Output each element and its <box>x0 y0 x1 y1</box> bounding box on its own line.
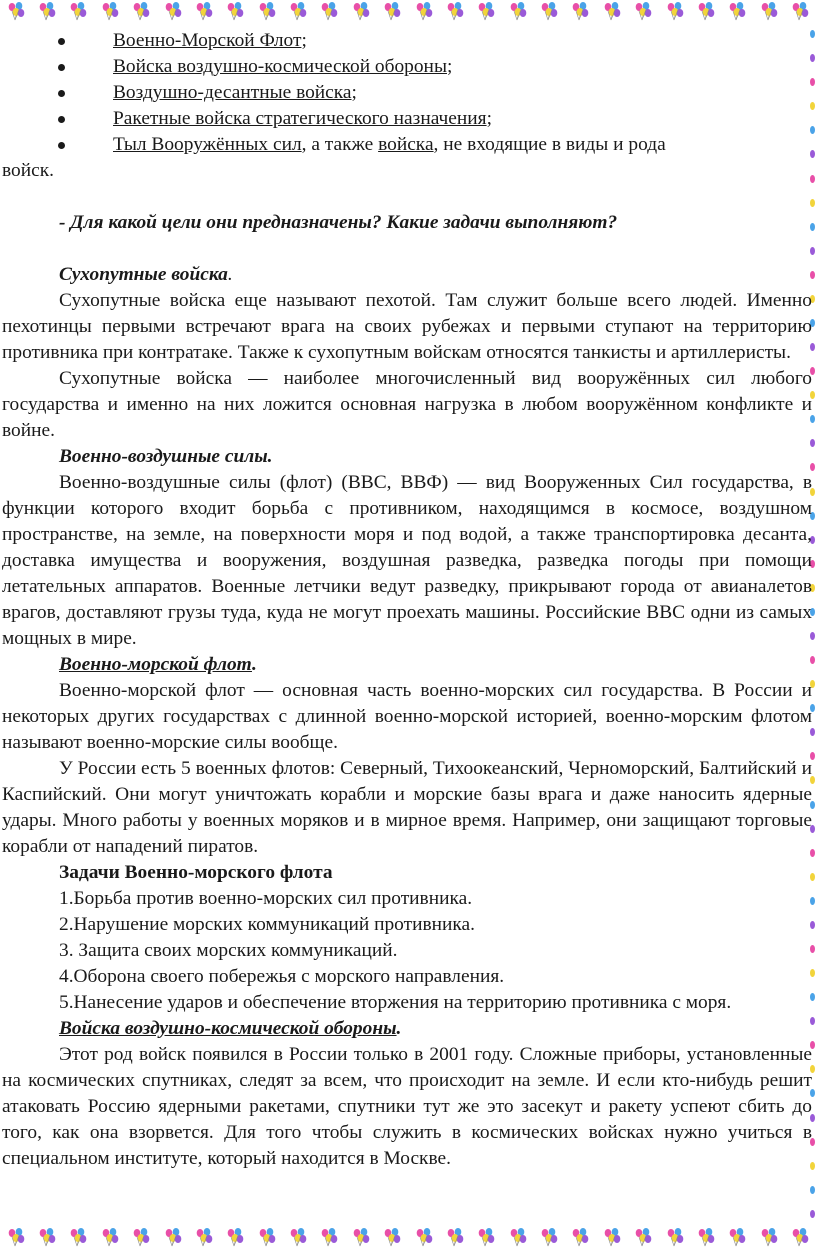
balloon-icon <box>225 1 245 21</box>
bullet-item: Войска воздушно-космической обороны; <box>2 54 812 80</box>
bullet-dot-icon <box>58 142 65 149</box>
bullet-item: Военно-Морской Флот; <box>2 28 812 54</box>
document-body <box>2 28 812 1226</box>
balloon-icon <box>257 1 277 21</box>
balloon-icon <box>351 1227 371 1247</box>
navy-heading: Военно-морской флот. <box>59 654 257 675</box>
balloon-icon <box>163 1 183 21</box>
balloon-icon <box>602 1 622 21</box>
balloon-icon <box>508 1227 528 1247</box>
navy-paragraph-1: Военно-морской флот — основная часть военно-морских сил государства. В России и некоторых других государствах с длинной военно-морской историей, военно-морским флотом называют военно-морские силы вообще. <box>2 680 812 753</box>
balloon-icon <box>351 1 371 21</box>
balloon-icon <box>257 1227 277 1247</box>
bullet-item: Воздушно-десантные войска; <box>2 80 812 106</box>
bullet-link[interactable]: Военно-Морской Флот <box>113 30 302 51</box>
balloon-icon <box>131 1227 151 1247</box>
navy-task: 5.Нанесение ударов и обеспечение вторжения на территорию противника с моря. <box>59 992 732 1013</box>
balloon-icon <box>131 1 151 21</box>
balloon-icon <box>445 1 465 21</box>
navy-task: 1.Борьба против военно-морских сил противника. <box>59 888 473 909</box>
balloon-icon <box>319 1 339 21</box>
balloon-icon <box>727 1 747 21</box>
bullet-wrap-text: войск. <box>2 160 54 181</box>
balloon-icon <box>288 1227 308 1247</box>
bullet-item: Тыл Вооружённых сил, а также войска, не входящие в виды и рода <box>2 132 812 158</box>
balloon-icon <box>100 1 120 21</box>
navy-paragraph-2: У России есть 5 военных флотов: Северный, Тихоокеанский, Черноморский, Балтийский и Каспийский. Они могут уничтожать корабли и морские базы врага и даже наносить ядерные удары. Много работы у военных моряков и в мирное время. Например, они защищают торговые корабли от нападений пиратов. <box>2 758 812 857</box>
balloon-icon <box>100 1227 120 1247</box>
navy-task: 4.Оборона своего побережья с морского направления. <box>59 966 505 987</box>
bullet-item: Ракетные войска стратегического назначения; <box>2 106 812 132</box>
balloon-icon <box>696 1 716 21</box>
navy-tasks-heading: Задачи Военно-морского флота <box>59 862 333 883</box>
balloon-icon <box>194 1 214 21</box>
balloon-border-top <box>0 0 816 22</box>
bullet-dot-icon <box>58 64 65 71</box>
balloon-icon <box>445 1227 465 1247</box>
balloon-icon <box>696 1227 716 1247</box>
bullet-dot-icon <box>58 90 65 97</box>
balloon-icon <box>633 1227 653 1247</box>
balloon-icon <box>539 1 559 21</box>
balloon-icon <box>539 1227 559 1247</box>
balloon-icon <box>288 1 308 21</box>
balloon-border-bottom <box>0 1226 816 1248</box>
ground-heading: Сухопутные войска. <box>59 264 233 285</box>
balloon-icon <box>194 1227 214 1247</box>
balloon-icon <box>570 1 590 21</box>
balloon-icon <box>68 1227 88 1247</box>
ground-paragraph-1: Сухопутные войска еще называют пехотой. Там служит больше всего людей. Именно пехотинцы первыми встречают врага на своих рубежах и первыми ступают на территорию противника при контратаке. Также к сухопутным войскам относятся танкисты и артиллеристы. <box>2 290 812 363</box>
bullet-dot-icon <box>58 116 65 123</box>
balloon-icon <box>665 1 685 21</box>
balloon-icon <box>508 1 528 21</box>
bullet-link[interactable]: Войска воздушно-космической обороны <box>113 56 447 77</box>
balloon-icon <box>602 1227 622 1247</box>
balloon-icon <box>570 1227 590 1247</box>
balloon-icon <box>790 1227 810 1247</box>
balloon-icon <box>476 1227 496 1247</box>
balloon-icon <box>633 1 653 21</box>
balloon-icon <box>414 1227 434 1247</box>
bullet-link[interactable]: войска <box>378 134 434 155</box>
balloon-icon <box>759 1 779 21</box>
balloon-icon <box>759 1227 779 1247</box>
question-heading: - Для какой цели они предназначены? Какие задачи выполняют? <box>59 212 618 233</box>
aerospace-paragraph-1: Этот род войск появился в России только в 2001 году. Сложные приборы, установленные на космических спутниках, следят за всем, что происходит на земле. И если кто-нибудь решит атаковать Россию ядерными ракетами, спутники тут же это засекут и ракету успеют сбить до того, как она взорвется. Для того чтобы служить в космических войсках нужно учиться в специальном институте, который находится в Москве. <box>2 1044 812 1169</box>
navy-task: 3. Защита своих морских коммуникаций. <box>59 940 398 961</box>
balloon-icon <box>163 1227 183 1247</box>
air-paragraph-1: Военно-воздушные силы (флот) (ВВС, ВВФ) — вид Вооруженных Сил государства, в функции которого входит борьба с противником, находящимся в космосе, воздушном пространстве, на земле, на поверхности моря и под водой, а также транспортировка десанта, доставка имущества и вооружения, воздушная разведка, разведка погоды при помощи летательных аппаратов. Военные летчики ведут разведку, прикрывают города от авианалетов врагов, доставляют грузы туда, куда не могут проехать машины. Российские ВВС одни из самых мощных в мире. <box>2 472 812 649</box>
bullet-link[interactable]: Воздушно-десантные войска <box>113 82 352 103</box>
balloon-icon <box>319 1227 339 1247</box>
balloon-icon <box>382 1227 402 1247</box>
air-heading: Военно-воздушные силы. <box>59 446 273 467</box>
bullet-link[interactable]: Тыл Вооружённых сил <box>113 134 302 155</box>
aerospace-heading: Войска воздушно-космической обороны. <box>59 1018 402 1039</box>
bullet-dot-icon <box>58 38 65 45</box>
balloon-icon <box>476 1 496 21</box>
balloon-icon <box>225 1227 245 1247</box>
balloon-icon <box>6 1227 26 1247</box>
balloon-icon <box>37 1227 57 1247</box>
balloon-icon <box>68 1 88 21</box>
balloon-icon <box>790 1 810 21</box>
balloon-icon <box>6 1 26 21</box>
balloon-icon <box>382 1 402 21</box>
ground-paragraph-2: Сухопутные войска — наиболее многочисленный вид вооружённых сил любого государства и именно на них ложится основная нагрузка в любом вооружённом конфликте и войне. <box>2 368 812 441</box>
balloon-icon <box>727 1227 747 1247</box>
navy-task: 2.Нарушение морских коммуникаций противника. <box>59 914 475 935</box>
balloon-icon <box>37 1 57 21</box>
balloon-icon <box>414 1 434 21</box>
bullet-link[interactable]: Ракетные войска стратегического назначения <box>113 108 487 129</box>
balloon-icon <box>665 1227 685 1247</box>
